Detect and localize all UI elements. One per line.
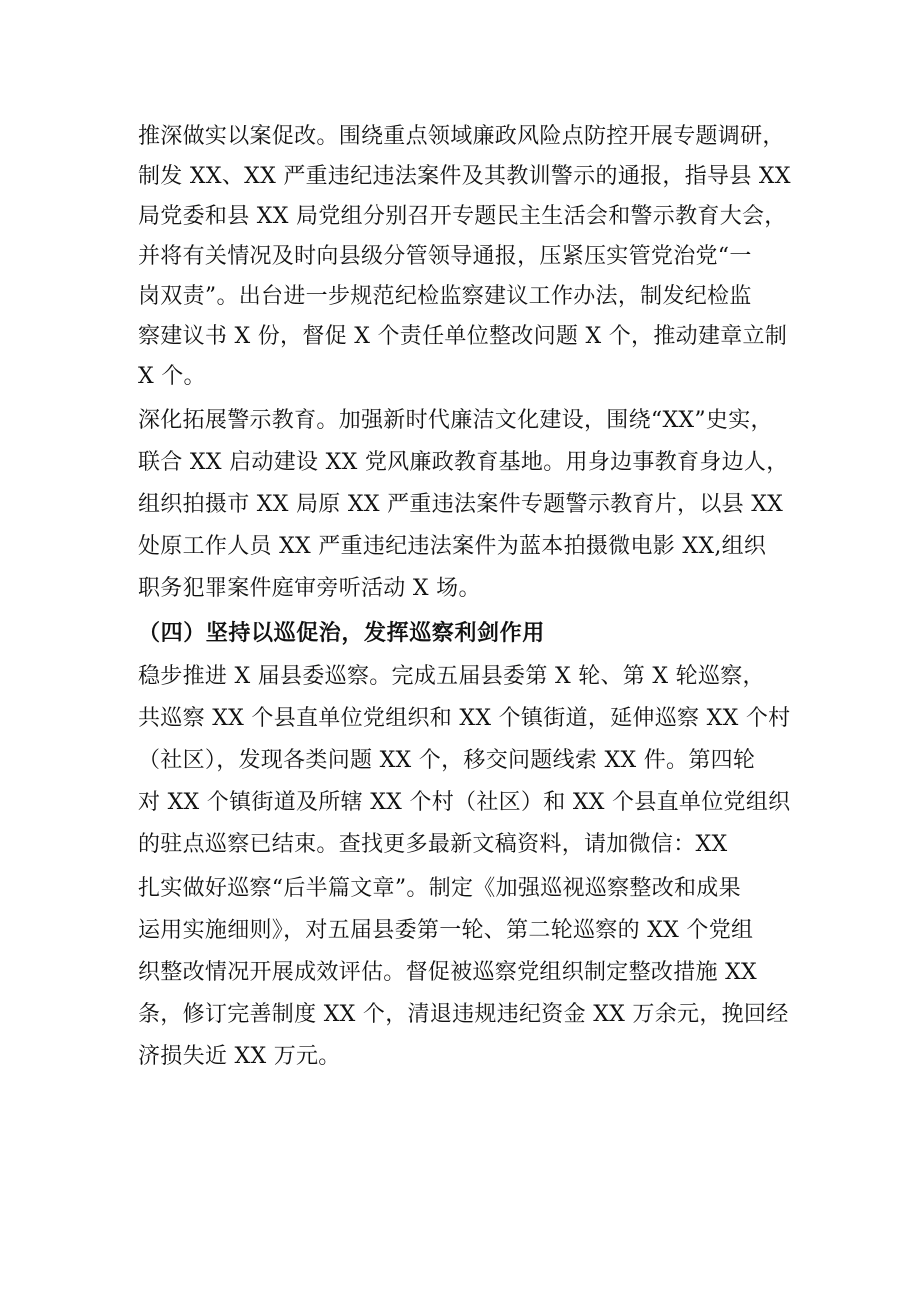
- paragraph-line: 共巡察 XX 个县直单位党组织和 XX 个镇街道，延伸巡察 XX 个村: [138, 706, 791, 731]
- paragraph-line: 并将有关情况及时向县级分管领导通报，压紧压实管党治党“一: [138, 244, 752, 269]
- paragraph-line: 职务犯罪案件庭审旁听活动 X 场。: [138, 576, 481, 601]
- paragraph-line: 对 XX 个镇街道及所辖 XX 个村（社区）和 XX 个县直单位党组织: [138, 790, 791, 815]
- paragraph-line: 济损失近 XX 万元。: [138, 1044, 341, 1069]
- paragraph-line: （社区），发现各类问题 XX 个，移交问题线索 XX 件。第四轮: [138, 748, 756, 773]
- paragraph-line: 的驻点巡察已结束。查找更多最新文稿资料，请加微信：XX: [138, 832, 728, 857]
- section-heading: （四）坚持以巡促治，发挥巡察利剑作用: [138, 620, 545, 646]
- paragraph-line: 深化拓展警示教育。加强新时代廉洁文化建设，围绕“XX”史实，: [138, 408, 773, 433]
- paragraph-line: 察建议书 X 份，督促 X 个责任单位整改问题 X 个，推动建章立制: [138, 324, 788, 349]
- paragraph-line: 制发 XX、XX 严重违纪违法案件及其教训警示的通报，指导县 XX: [138, 164, 791, 189]
- paragraph-line: X 个。: [138, 364, 206, 389]
- paragraph-line: 联合 XX 启动建设 XX 党风廉政教育基地。用身边事教育身边人，: [138, 450, 789, 475]
- paragraph-line: 局党委和县 XX 局党组分别召开专题民主生活会和警示教育大会，: [138, 204, 787, 229]
- paragraph-line: 扎实做好巡察“后半篇文章”。制定《加强巡视巡察整改和成果: [138, 876, 741, 901]
- paragraph-line: 组织拍摄市 XX 局原 XX 严重违法案件专题警示教育片，以县 XX: [138, 492, 784, 517]
- paragraph-line: 稳步推进 X 届县委巡察。完成五届县委第 X 轮、第 X 轮巡察，: [138, 664, 765, 689]
- paragraph-line: 推深做实以案促改。围绕重点领域廉政风险点防控开展专题调研，: [138, 124, 785, 149]
- paragraph-line: 条，修订完善制度 XX 个，清退违规违纪资金 XX 万余元，挽回经: [138, 1002, 789, 1027]
- paragraph-line: 织整改情况开展成效评估。督促被巡察党组织制定整改措施 XX: [138, 960, 758, 985]
- paragraph-line: 运用实施细则》，对五届县委第一轮、第二轮巡察的 XX 个党组: [138, 918, 754, 943]
- paragraph-line: 处原工作人员 XX 严重违纪违法案件为蓝本拍摄微电影 XX,组织: [138, 534, 767, 559]
- paragraph-line: 岗双责”。出台进一步规范纪检监察建议工作办法，制发纪检监: [138, 284, 752, 309]
